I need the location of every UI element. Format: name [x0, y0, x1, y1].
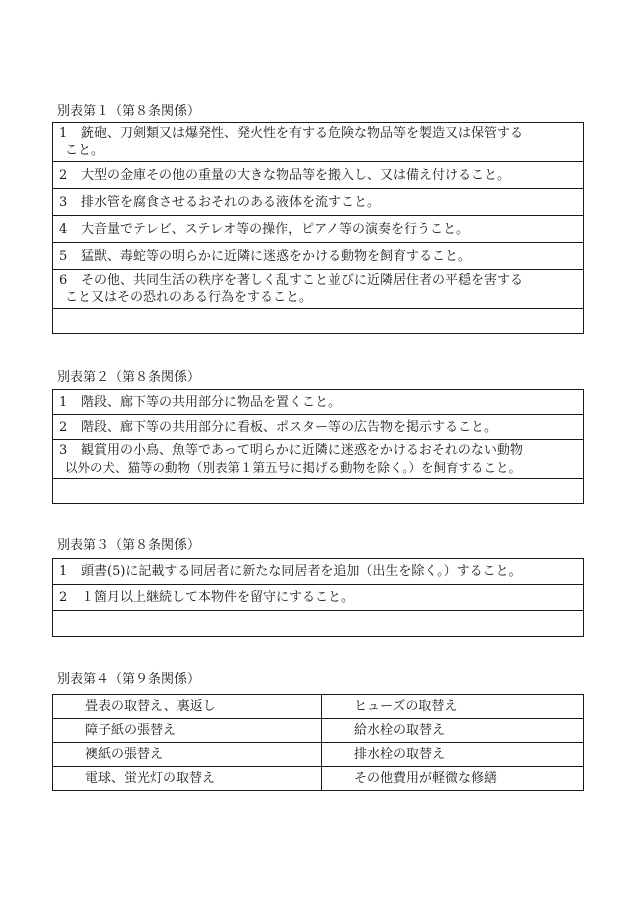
table4-row	[53, 695, 584, 719]
table4-cell: 襖紙の張替え	[53, 743, 322, 767]
item-number: 3	[59, 443, 68, 458]
table1-row	[53, 243, 584, 270]
item-text: １箇月以上継続して本物件を留守にすること。	[81, 590, 355, 605]
table4-cell: その他費用が軽微な修繕	[322, 767, 584, 791]
item-number: 5	[59, 248, 68, 264]
item-text: 階段、廊下等の共用部分に看板、ポスター等の広告物を掲示すること。	[81, 419, 498, 435]
item-text: 大音量でテレビ、ステレオ等の操作，ピアノ等の演奏を行うこと。	[81, 221, 470, 237]
table1-title: 別表第１（第８条関係）	[57, 104, 201, 119]
table1-row	[53, 189, 584, 216]
table1	[52, 122, 584, 334]
table3-row	[53, 585, 584, 611]
item-number: 6	[59, 273, 68, 288]
table2	[52, 389, 584, 504]
item-text-continued: こと又はその恐れのある行為をすること。	[65, 290, 313, 305]
item-text: その他、共同生活の秩序を著しく乱すこと並びに近隣居住者の平穏を害する	[81, 273, 524, 288]
item-text: 銃砲、刀剣類又は爆発性、発火性を有する危険な物品等を製造又は保管する	[81, 126, 524, 141]
item-text: 大型の金庫その他の重量の大きな物品等を搬入し、又は備え付けること。	[81, 167, 511, 183]
item-text: 階段、廊下等の共用部分に物品を置くこと。	[81, 394, 342, 410]
table4-cell: 排水栓の取替え	[322, 743, 584, 767]
table2-title: 別表第２（第８条関係）	[57, 370, 201, 385]
table4-row	[53, 767, 584, 791]
item-text: 観賞用の小鳥、魚等であって明らかに近隣に迷惑をかけるおそれのない動物	[81, 443, 523, 458]
table2-empty-row	[53, 479, 584, 504]
item-text-continued: こと。	[65, 143, 105, 158]
table2-row	[53, 390, 584, 415]
item-number: 4	[59, 221, 68, 237]
table4-title: 別表第４（第９条関係）	[57, 672, 201, 687]
table3-row	[53, 559, 584, 585]
item-number: 1	[59, 564, 68, 579]
table3-title: 別表第３（第８条関係）	[57, 538, 201, 553]
item-number: 1	[59, 126, 68, 141]
table4-cell: 電球、蛍光灯の取替え	[53, 767, 322, 791]
item-text-continued: 以外の犬、猫等の動物（別表第１第五号に掲げる動物を除く。）を飼育すること。	[65, 460, 522, 475]
table1-empty-row	[53, 309, 584, 334]
item-text: 頭書(5)に記載する同居者に新たな同居者を追加（出生を除く。）すること。	[81, 564, 522, 579]
item-text: 排水管を腐食させるおそれのある液体を流すこと。	[81, 194, 381, 210]
table2-row	[53, 440, 584, 479]
item-number: 1	[59, 394, 68, 410]
table3-empty-row	[53, 611, 584, 637]
table4-row	[53, 719, 584, 743]
table4-cell: 畳表の取替え、裏返し	[53, 695, 322, 719]
item-number: 2	[59, 419, 68, 435]
table4-cell: ヒューズの取替え	[322, 695, 584, 719]
item-number: 2	[59, 590, 68, 605]
item-text: 猛獣、毒蛇等の明らかに近隣に迷惑をかける動物を飼育すること。	[81, 248, 472, 264]
table1-row	[53, 270, 584, 309]
table1-row	[53, 162, 584, 189]
item-number: 2	[59, 167, 68, 183]
table1-row	[53, 216, 584, 243]
item-number: 3	[59, 194, 68, 210]
table4-cell: 給水栓の取替え	[322, 719, 584, 743]
table1-row	[53, 123, 584, 162]
table3	[52, 558, 584, 637]
table4-row	[53, 743, 584, 767]
table4	[52, 694, 584, 791]
table2-row	[53, 415, 584, 440]
table4-cell: 障子紙の張替え	[53, 719, 322, 743]
